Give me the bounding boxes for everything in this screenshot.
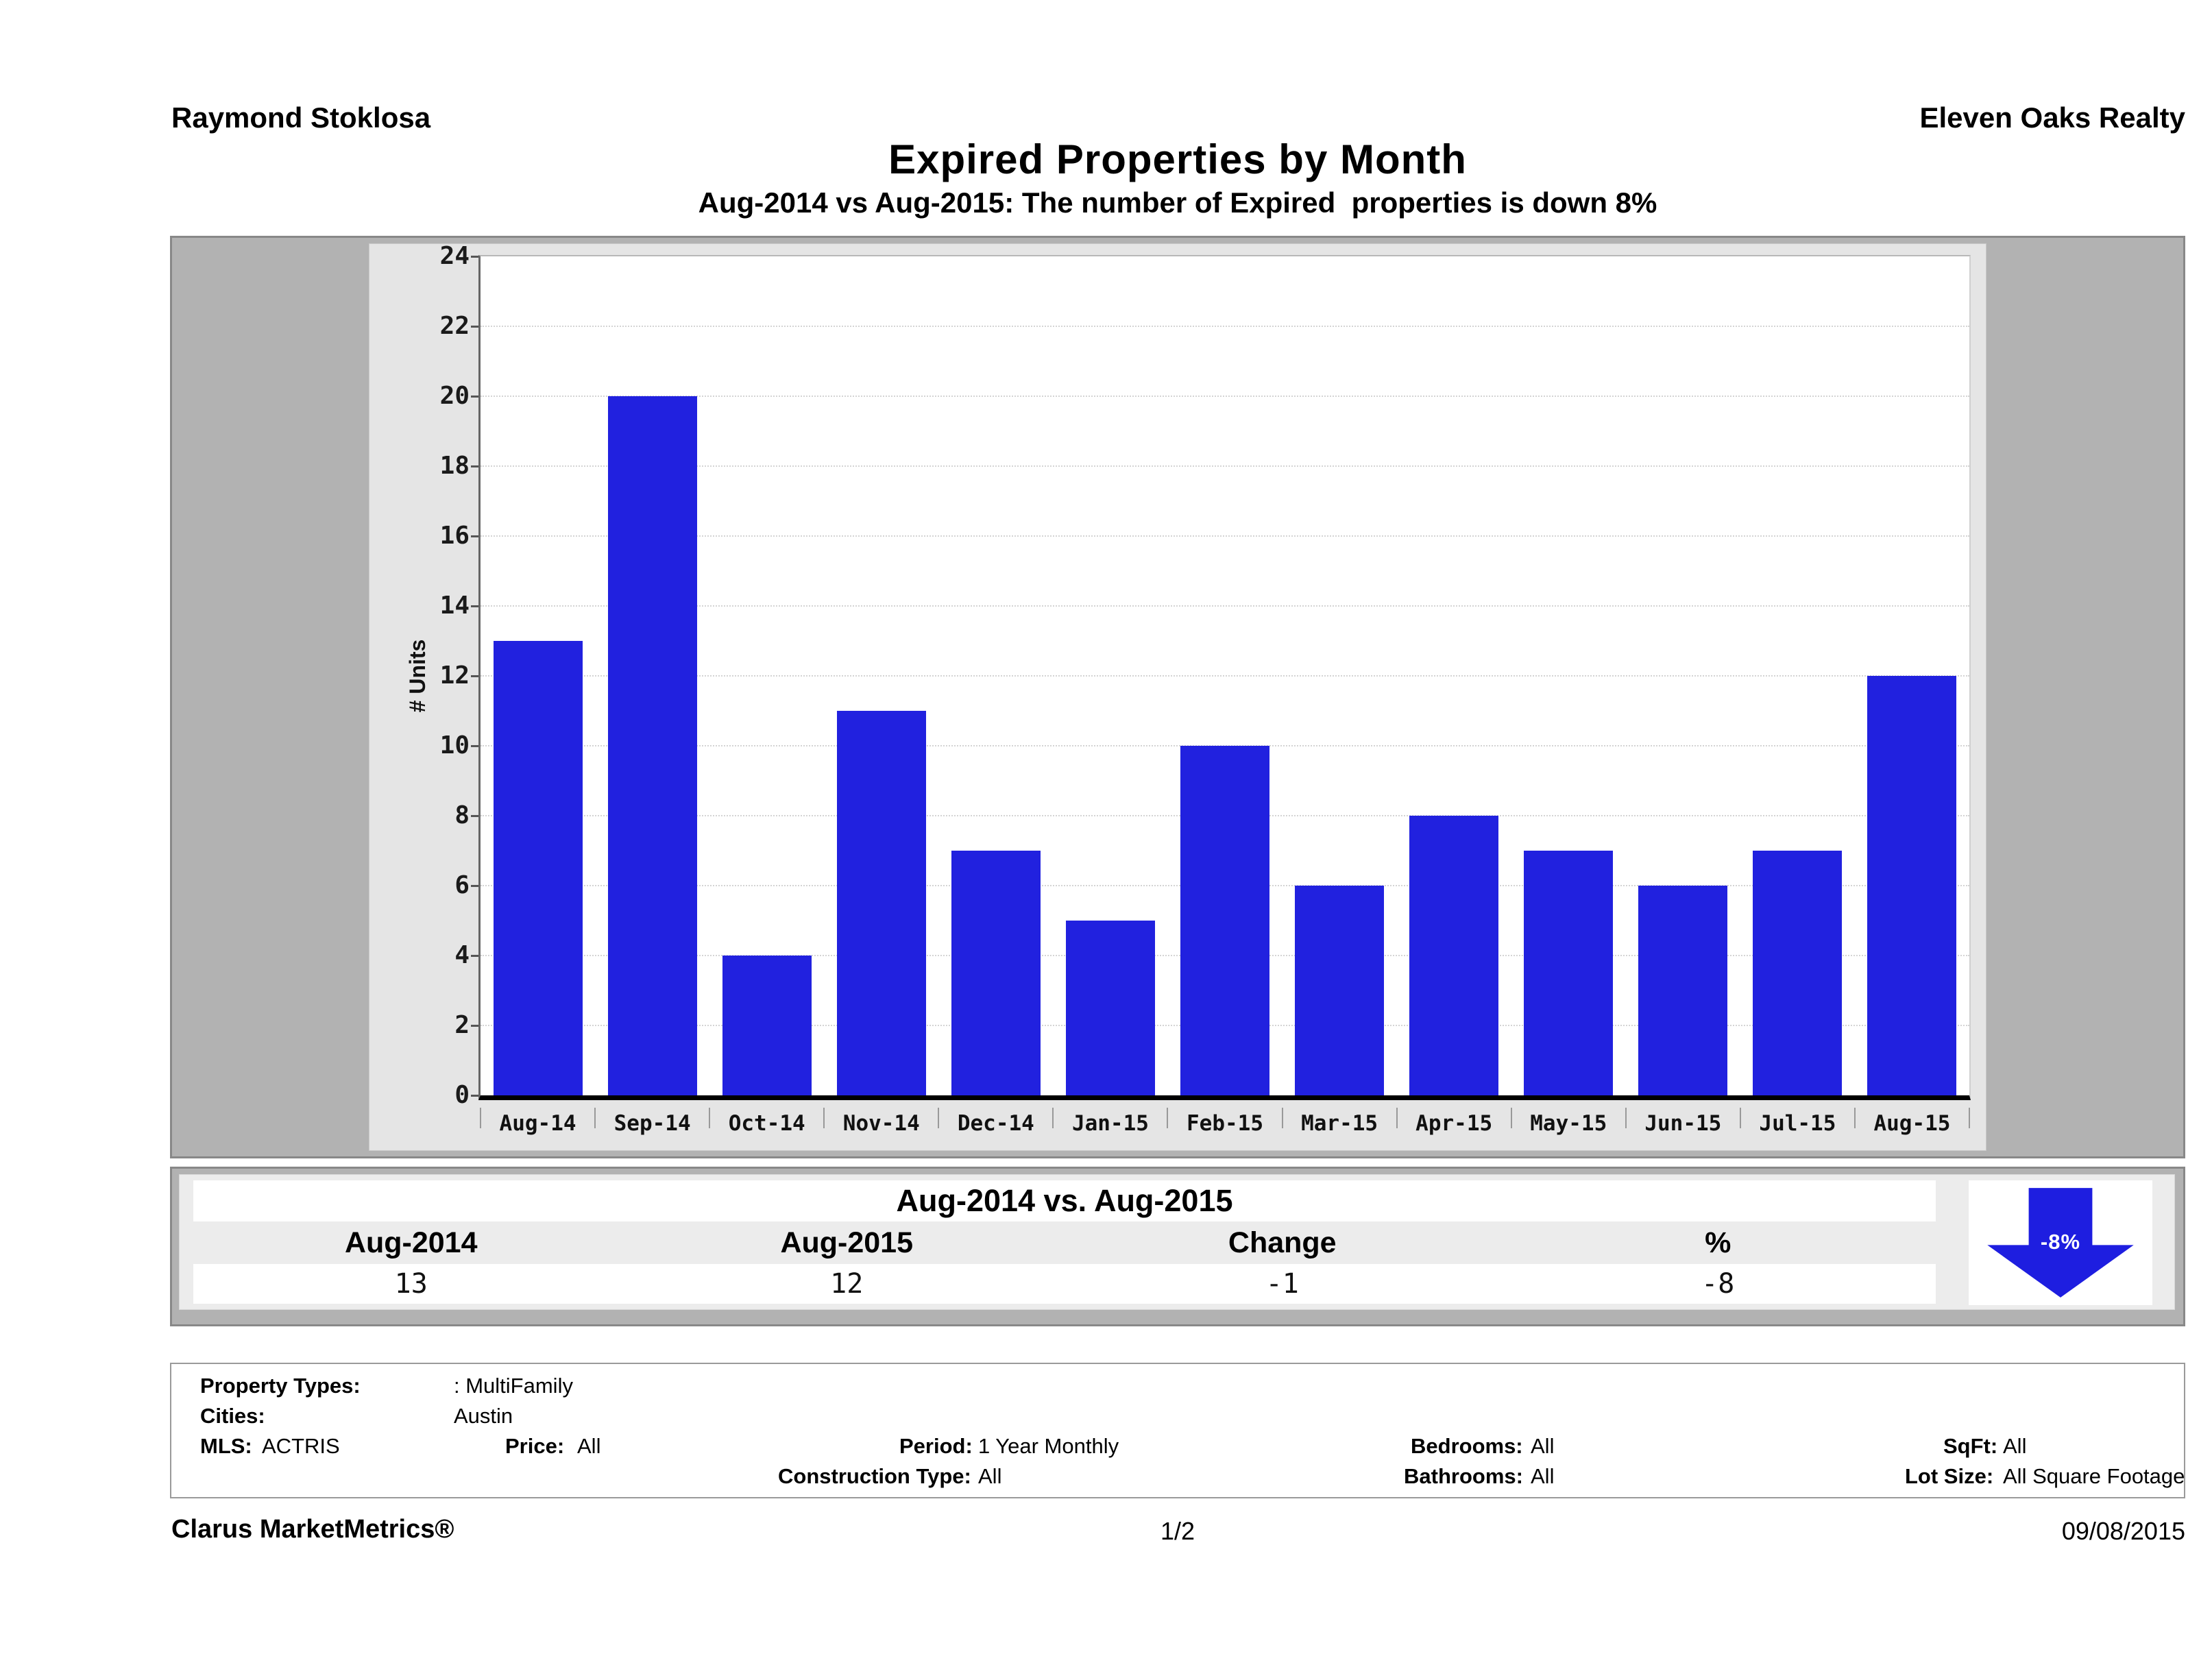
cities-label: Cities:	[200, 1404, 265, 1428]
y-axis-title: # Units	[405, 639, 430, 713]
summary-col-percent: %	[1705, 1226, 1731, 1259]
price-value: All	[577, 1434, 601, 1458]
x-tick-separator	[709, 1108, 710, 1128]
bar-slot	[595, 256, 709, 1095]
bar-Oct-14	[722, 956, 812, 1095]
lot-size-label: Lot Size:	[1905, 1464, 1994, 1488]
summary-value-row	[193, 1264, 1936, 1304]
bar-Jan-15	[1066, 921, 1155, 1095]
x-tick-separator	[1625, 1108, 1627, 1128]
chart-panel	[170, 236, 2185, 1158]
plot-area	[478, 255, 1971, 1100]
x-tick-label: Sep-14	[613, 1111, 691, 1136]
bathrooms-value: All	[1531, 1464, 1555, 1488]
chart-inner	[369, 243, 1986, 1151]
summary-panel	[170, 1167, 2185, 1326]
period-label: Period:	[899, 1434, 973, 1458]
x-tick-separator	[480, 1108, 481, 1128]
trend-badge	[1969, 1180, 2152, 1305]
x-tick-separator	[1854, 1108, 1856, 1128]
mls-label: MLS:	[200, 1434, 252, 1458]
y-tick-mark	[471, 326, 478, 328]
x-tick-label: Nov-14	[842, 1111, 920, 1136]
bar-slot	[1855, 256, 1969, 1095]
y-tick-mark	[471, 675, 478, 677]
y-tick-label: 12	[439, 661, 470, 690]
x-tick-separator	[594, 1108, 596, 1128]
bar-Jun-15	[1638, 886, 1727, 1095]
y-tick-label: 18	[439, 452, 470, 480]
property-types-label: Property Types:	[200, 1374, 361, 1398]
sqft-value: All	[2003, 1434, 2027, 1458]
y-tick-label: 24	[439, 242, 470, 270]
y-tick-mark	[471, 396, 478, 398]
y-tick-mark	[471, 955, 478, 957]
bathrooms-label: Bathrooms:	[1404, 1464, 1523, 1488]
x-tick-label: Dec-14	[957, 1111, 1034, 1136]
y-tick-label: 10	[439, 731, 470, 759]
x-tick-separator	[1740, 1108, 1741, 1128]
x-tick-separator	[938, 1108, 939, 1128]
bar-slot	[938, 256, 1053, 1095]
y-tick-label: 16	[439, 522, 470, 550]
mls-value: ACTRIS	[262, 1434, 340, 1458]
y-tick-mark	[471, 605, 478, 607]
x-axis-labels	[481, 1105, 1969, 1142]
x-tick-separator	[1052, 1108, 1054, 1128]
summary-col-change: Change	[1228, 1226, 1337, 1259]
y-tick-mark	[471, 465, 478, 467]
bar-Dec-14	[951, 851, 1041, 1095]
bar-May-15	[1524, 851, 1613, 1095]
summary-val-percent: -8	[1701, 1268, 1735, 1300]
y-tick-mark	[471, 1095, 478, 1097]
footer-page-number: 1/2	[1160, 1517, 1195, 1545]
bar-Feb-15	[1180, 746, 1269, 1095]
y-tick-label: 8	[454, 801, 470, 829]
x-tick-label: Apr-15	[1415, 1111, 1493, 1136]
cities-value: Austin	[454, 1404, 513, 1428]
sqft-label: SqFt:	[1943, 1434, 1998, 1458]
bar-slot	[481, 256, 595, 1095]
x-tick-label: May-15	[1530, 1111, 1607, 1136]
bar-slot	[1397, 256, 1511, 1095]
report-subtitle: Aug-2014 vs Aug-2015: The number of Expired properties is down 8%	[698, 186, 1657, 219]
footer-brand: Clarus MarketMetrics®	[171, 1515, 454, 1544]
bar-slot	[1626, 256, 1740, 1095]
y-tick-label: 22	[439, 312, 470, 340]
bar-Jul-15	[1753, 851, 1842, 1095]
bar-slot	[709, 256, 824, 1095]
bar-slot	[1167, 256, 1282, 1095]
x-tick-label: Aug-15	[1873, 1111, 1951, 1136]
x-tick-separator	[823, 1108, 825, 1128]
bar-series	[481, 256, 1969, 1095]
bar-Aug-14	[494, 641, 583, 1095]
y-tick-label: 20	[439, 382, 470, 410]
x-tick-label: Jan-15	[1071, 1111, 1149, 1136]
lot-size-value: All Square Footage	[2003, 1464, 2185, 1488]
bar-Apr-15	[1409, 816, 1498, 1095]
summary-header-row	[193, 1221, 1936, 1264]
x-tick-separator	[1511, 1108, 1512, 1128]
filters-box	[170, 1363, 2185, 1498]
y-tick-mark	[471, 745, 478, 747]
summary-val-change: -1	[1265, 1268, 1299, 1300]
summary-title: Aug-2014 vs. Aug-2015	[193, 1180, 1936, 1221]
x-tick-label: Mar-15	[1301, 1111, 1378, 1136]
x-tick-separator	[1167, 1108, 1168, 1128]
y-tick-label: 2	[454, 1011, 470, 1039]
x-tick-separator	[1969, 1108, 1970, 1128]
construction-label: Construction Type:	[778, 1464, 971, 1488]
x-tick-label: Jun-15	[1644, 1111, 1722, 1136]
bar-slot	[1053, 256, 1167, 1095]
y-tick-mark	[471, 256, 478, 258]
x-tick-label: Feb-15	[1187, 1111, 1263, 1136]
bar-slot	[1511, 256, 1626, 1095]
x-tick-label: Jul-15	[1759, 1111, 1836, 1136]
x-tick-label: Oct-14	[728, 1111, 805, 1136]
x-tick-label: Aug-14	[499, 1111, 576, 1136]
agent-name: Raymond Stoklosa	[171, 101, 431, 134]
y-tick-mark	[471, 535, 478, 537]
bar-slot	[1740, 256, 1855, 1095]
summary-inner	[179, 1174, 2175, 1310]
period-value: 1 Year Monthly	[978, 1434, 1119, 1458]
bedrooms-label: Bedrooms:	[1411, 1434, 1523, 1458]
bar-Aug-15	[1867, 676, 1956, 1095]
bar-Mar-15	[1295, 886, 1384, 1095]
bar-slot	[824, 256, 938, 1095]
summary-val-aug2014: 13	[394, 1268, 428, 1300]
summary-col-aug2014: Aug-2014	[344, 1226, 478, 1259]
y-tick-label: 6	[454, 871, 470, 899]
report-title: Expired Properties by Month	[888, 136, 1467, 182]
y-tick-mark	[471, 885, 478, 887]
construction-value: All	[978, 1464, 1002, 1488]
x-tick-separator	[1396, 1108, 1398, 1128]
summary-val-aug2015: 12	[830, 1268, 864, 1300]
y-tick-label: 14	[439, 592, 470, 620]
y-tick-label: 4	[454, 941, 470, 969]
company-name: Eleven Oaks Realty	[1919, 101, 2185, 134]
bar-slot	[1283, 256, 1397, 1095]
footer-date: 09/08/2015	[2061, 1517, 2185, 1545]
bedrooms-value: All	[1531, 1434, 1555, 1458]
y-tick-label: 0	[454, 1081, 470, 1109]
y-tick-mark	[471, 1025, 478, 1027]
trend-badge-label: -8%	[2040, 1230, 2081, 1254]
summary-col-aug2015: Aug-2015	[780, 1226, 914, 1259]
bar-Sep-14	[608, 396, 697, 1095]
price-label: Price:	[505, 1434, 565, 1458]
bar-Nov-14	[837, 711, 926, 1095]
property-types-value: : MultiFamily	[454, 1374, 573, 1398]
x-tick-separator	[1282, 1108, 1283, 1128]
y-tick-mark	[471, 815, 478, 817]
